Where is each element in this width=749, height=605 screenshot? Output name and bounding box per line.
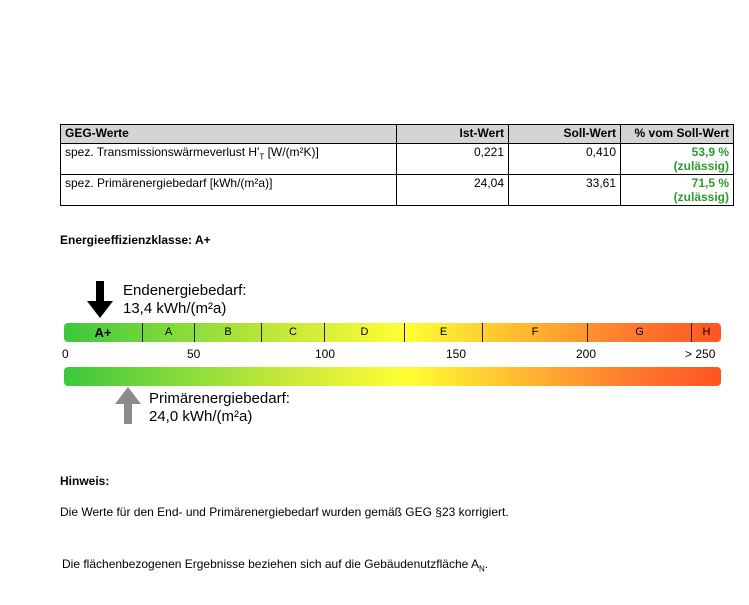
scale-tick-label: 50	[187, 347, 201, 361]
hint-line-2-end: .	[484, 557, 489, 571]
class-label-d: D	[325, 323, 405, 342]
table-row	[61, 175, 734, 206]
row-percent-value: 71,5 %	[691, 176, 729, 190]
row-label-main: spez. Transmissionswärmeverlust H'	[65, 145, 260, 159]
table-header-row	[61, 125, 734, 144]
hint-line-2-text: Die flächenbezogenen Ergebnisse beziehen sich auf die Gebäudenutzfläche A	[62, 557, 479, 571]
class-label-a-plus: A+	[64, 323, 143, 342]
header-prozent-soll: % vom Soll-Wert	[621, 125, 734, 144]
row-label-rest: [W/(m²K)]	[264, 145, 319, 159]
arrow-down-icon	[86, 281, 114, 319]
row-status: (zulässig)	[673, 159, 729, 173]
efficiency-class-title: Energieeffizienzklasse: A+	[60, 233, 211, 247]
scale-tick-label: 200	[576, 347, 597, 361]
row-percent-value: 53,9 %	[691, 145, 729, 159]
row-label	[61, 144, 397, 175]
primaerenergie-title: Primärenergiebedarf:	[149, 390, 290, 407]
row-ist-value: 0,221	[397, 144, 509, 175]
header-ist-wert: Ist-Wert	[397, 125, 509, 144]
hint-line-2	[62, 557, 488, 573]
primary-energy-scale-bar	[64, 367, 721, 386]
hint-line-1: Die Werte für den End- und Primärenergiebedarf wurden gemäß GEG §23 korrigiert.	[60, 505, 509, 519]
row-ist-value: 24,04	[397, 175, 509, 206]
row-soll-value: 33,61	[509, 175, 621, 206]
class-label-a: A	[143, 323, 195, 342]
scale-tick-label: 150	[446, 347, 467, 361]
class-label-g: G	[588, 323, 692, 342]
endenergie-title: Endenergiebedarf:	[123, 282, 247, 299]
header-soll-wert: Soll-Wert	[509, 125, 621, 144]
table-row	[61, 144, 734, 175]
primaerenergie-value: 24,0 kWh/(m²a)	[149, 408, 253, 425]
row-percent	[621, 144, 734, 175]
scale-tick-label: > 250	[685, 347, 716, 361]
scale-tick-label: 100	[315, 347, 336, 361]
geg-values-table	[60, 124, 734, 206]
scale-tick-label: 0	[62, 347, 69, 361]
header-geg-werte: GEG-Werte	[61, 125, 397, 144]
class-label-e: E	[405, 323, 483, 342]
hint-line-2-sub: N	[478, 564, 485, 574]
hint-title: Hinweis:	[60, 474, 110, 488]
class-label-f: F	[483, 323, 588, 342]
row-label-sub: T	[259, 152, 265, 162]
endenergie-value: 13,4 kWh/(m²a)	[123, 300, 227, 317]
row-percent	[621, 175, 734, 206]
row-soll-value: 0,410	[509, 144, 621, 175]
class-label-b: B	[195, 323, 262, 342]
row-label: spez. Primärenergiebedarf [kWh/(m²a)]	[61, 175, 397, 206]
arrow-up-icon	[114, 387, 142, 425]
class-label-c: C	[262, 323, 325, 342]
class-label-h: H	[702, 326, 711, 338]
row-status: (zulässig)	[673, 190, 729, 204]
